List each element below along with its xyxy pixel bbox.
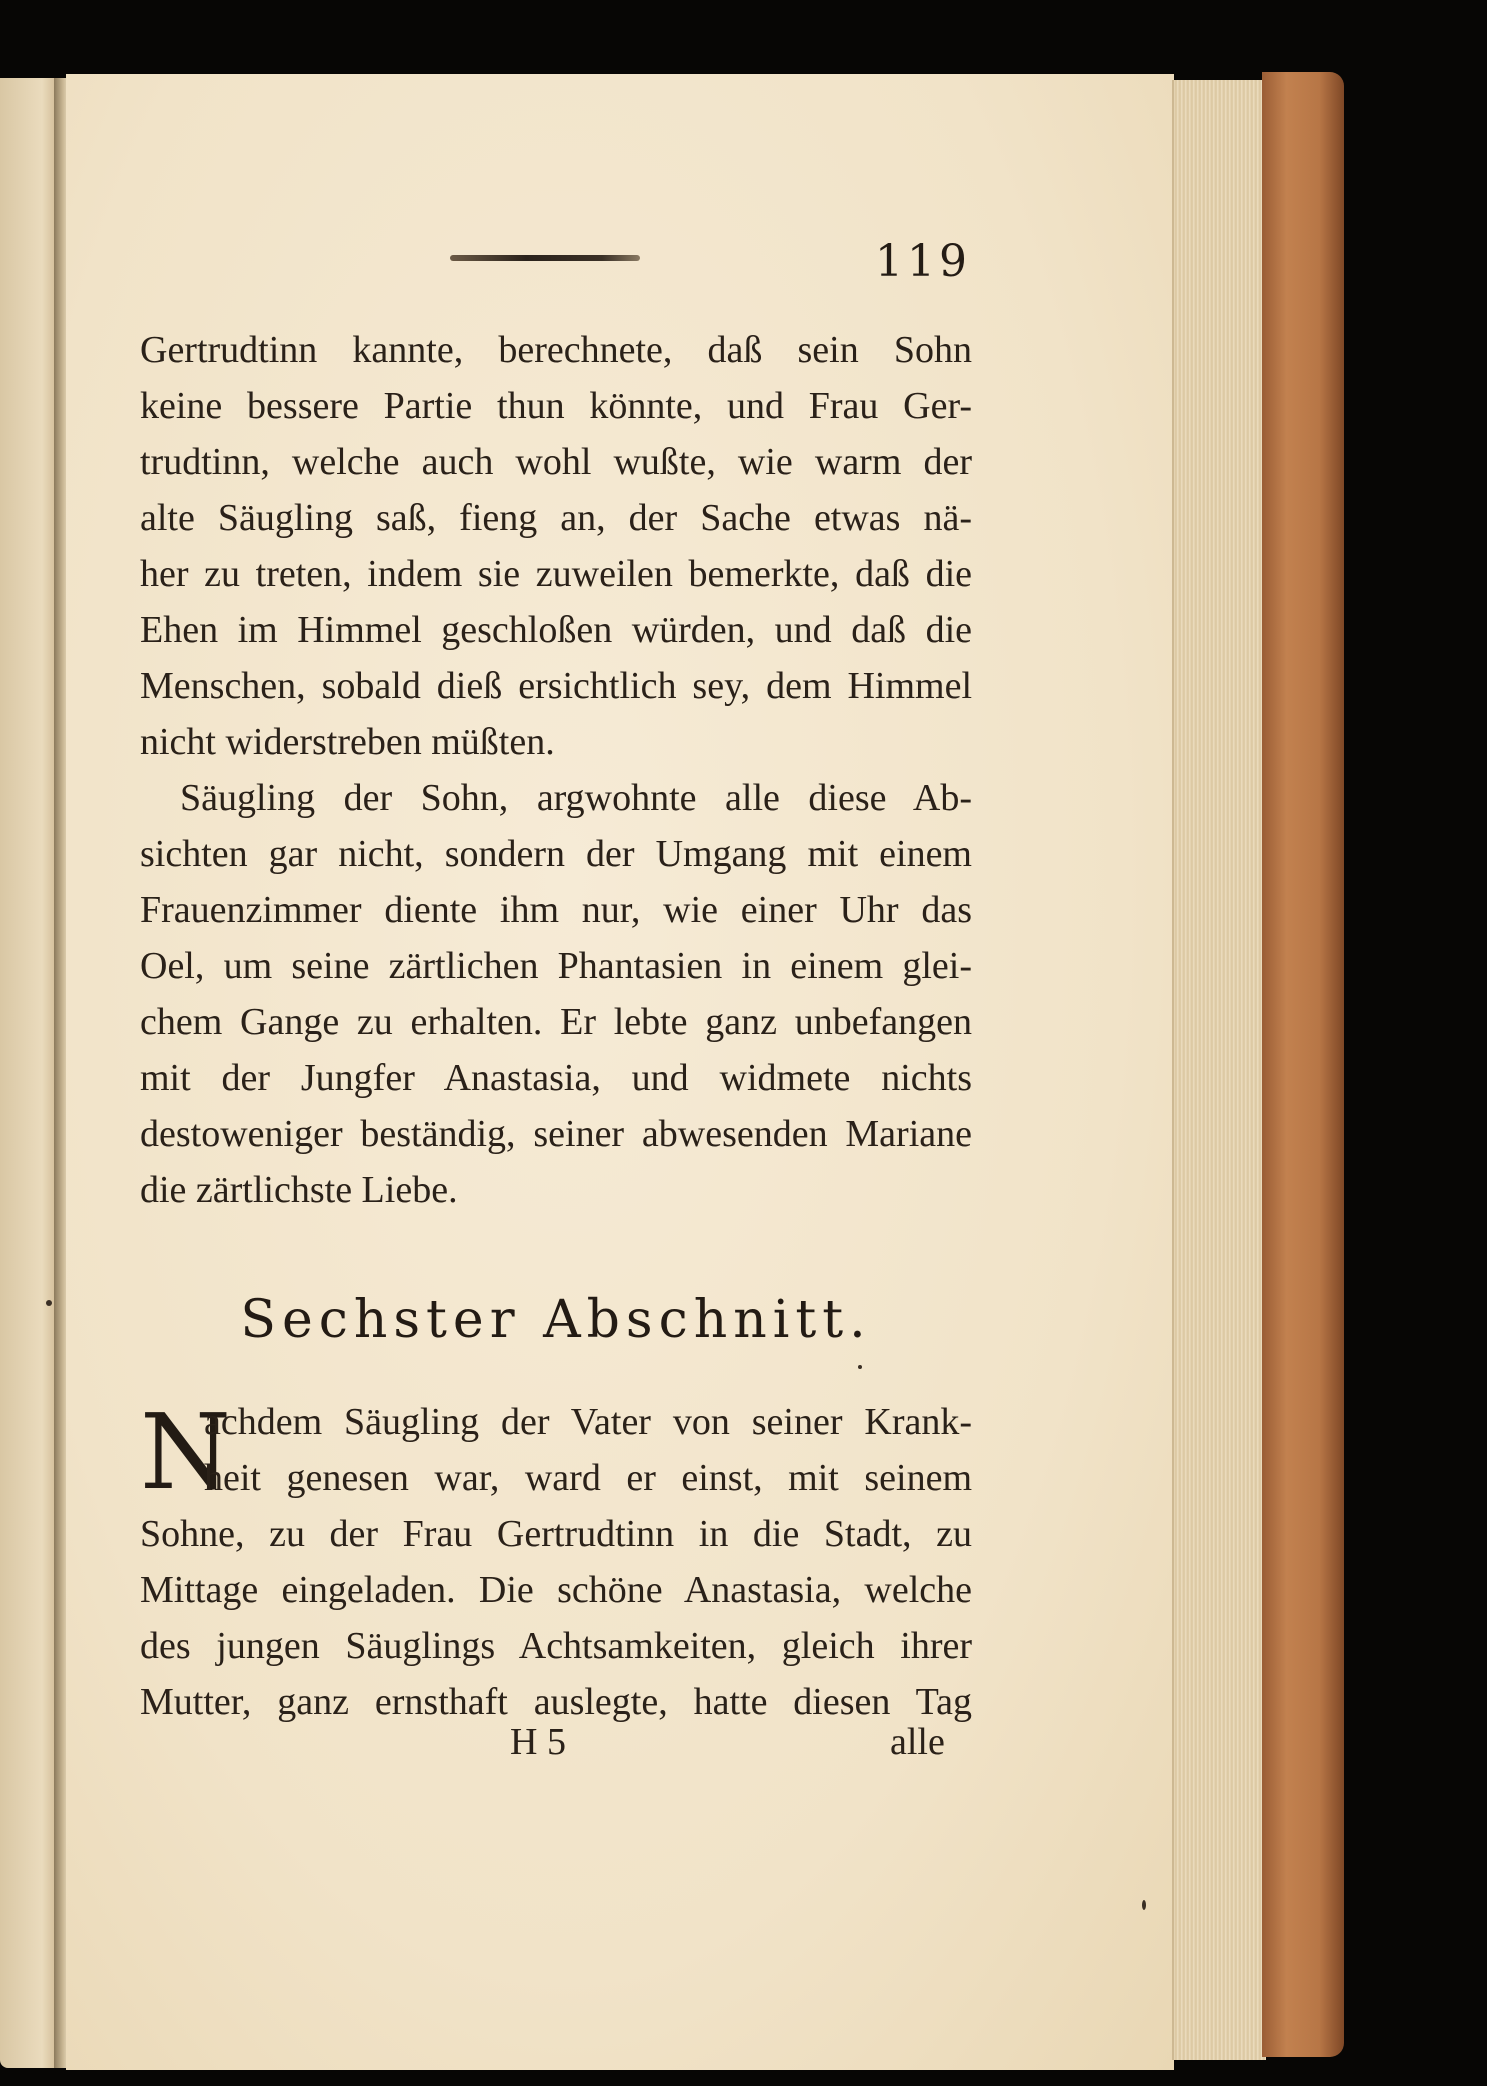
text-line: keine bessere Partie thun könnte, und Frau Ger- (140, 385, 972, 427)
text-line: her zu treten, indem sie zuweilen bemerkte, daß die (140, 553, 972, 595)
ink-speck (1142, 1900, 1146, 1910)
text-line: Säugling der Sohn, argwohnte alle diese Ab- (180, 777, 972, 819)
text-line: Frauenzimmer diente ihm nur, wie einer Uhr das (140, 889, 972, 931)
facing-page-edge (0, 78, 60, 2068)
ink-speck (858, 1365, 862, 1369)
text-line: Mittage eingeladen. Die schöne Anastasia, welche (140, 1569, 972, 1611)
ink-speck (46, 1300, 52, 1306)
text-line: chem Gange zu erhalten. Er lebte ganz unbefangen (140, 1001, 972, 1043)
page-block-edges (1172, 80, 1266, 2060)
paragraph-1 (140, 322, 972, 770)
text-line: Oel, um seine zärtlichen Phantasien in einem glei- (140, 945, 972, 987)
paragraph-2 (140, 770, 972, 1218)
text-line: achdem Säugling der Vater von seiner Krank- (204, 1401, 972, 1443)
text-line: heit genesen war, ward er einst, mit seinem (204, 1457, 972, 1499)
book-cover-edge (1262, 72, 1344, 2057)
text-line: des jungen Säuglings Achtsamkeiten, gleich ihrer (140, 1625, 972, 1667)
text-line: Mutter, ganz ernsthaft auslegte, hatte diesen Tag (140, 1681, 972, 1723)
text-line: Sohne, zu der Frau Gertrudtinn in die Stadt, zu (140, 1513, 972, 1555)
catchword: alle (890, 1721, 945, 1763)
signature-mark: H 5 (510, 1721, 566, 1763)
text-line: trudtinn, welche auch wohl wußte, wie warm der (140, 441, 972, 483)
drop-cap: N (140, 1391, 231, 1513)
paragraph-3 (140, 1391, 972, 1730)
text-line: destoweniger beständig, seiner abwesenden Mariane (140, 1113, 972, 1155)
text-line: Menschen, sobald dieß ersichtlich sey, dem Himmel (140, 665, 972, 707)
text-line: sichten gar nicht, sondern der Umgang mit einem (140, 833, 972, 875)
text-line: Gertrudtinn kannte, berechnete, daß sein Sohn (140, 329, 972, 371)
text-line: alte Säugling saß, fieng an, der Sache etwas nä- (140, 497, 972, 539)
page-number: 119 (875, 236, 971, 287)
header-rule (450, 255, 640, 261)
text-line: Ehen im Himmel geschloßen würden, und daß die (140, 609, 972, 651)
section-heading: Sechster Abschnitt. (240, 1290, 872, 1350)
text-line: die zärtlichste Liebe. (140, 1169, 458, 1211)
text-line: nicht widerstreben müßten. (140, 721, 555, 763)
text-line: mit der Jungfer Anastasia, und widmete nichts (140, 1057, 972, 1099)
